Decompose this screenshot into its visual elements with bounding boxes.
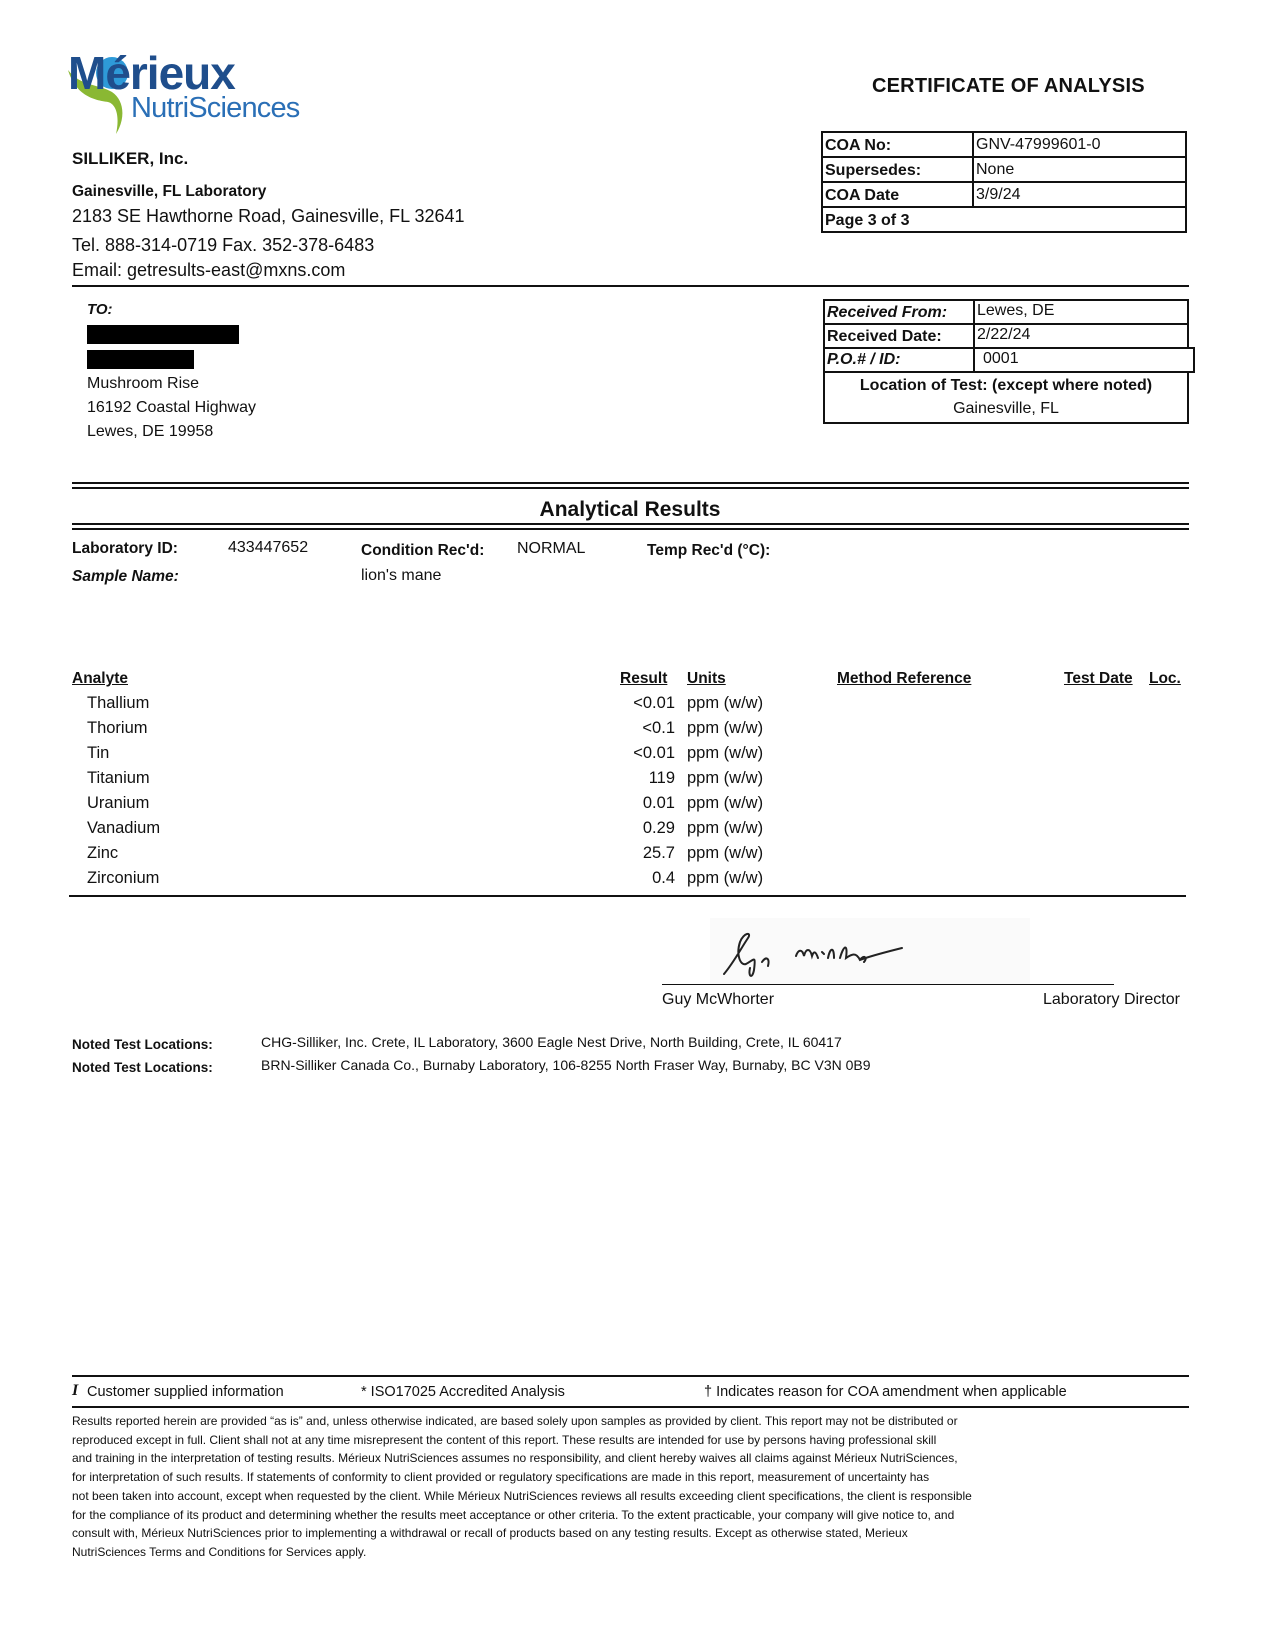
col-loc-header: Loc. (1149, 670, 1181, 687)
redacted-block (87, 350, 194, 369)
condition-value: NORMAL (517, 540, 586, 557)
customer-info-symbol: I (72, 1382, 79, 1399)
recipient-line: 16192 Coastal Highway (87, 399, 256, 416)
result-cell: 0.01 (642, 794, 675, 812)
logo-subwordmark: NutriSciences (131, 92, 300, 124)
supersedes-value: None (976, 161, 1015, 178)
result-cell: <0.1 (642, 719, 675, 737)
disclaimer-line: reproduced except in full. Client shall not at any time misrepresent the content of this report. These results are intended for use by persons having professional skill (72, 1432, 937, 1447)
coa-no-value: GNV-47999601-0 (976, 136, 1101, 153)
table-row (0, 844, 1275, 869)
analyte-cell: Thallium (87, 694, 150, 712)
coa-date-value: 3/9/24 (976, 186, 1021, 203)
legend-amendment: † Indicates reason for COA amendment when applicable (704, 1384, 1067, 1400)
disclaimer-line: and training in the interpretation of testing results. Mérieux NutriSciences assumes no responsibility, and client hereby waives all claims against Mérieux NutriSciences, (72, 1451, 958, 1466)
col-method-header: Method Reference (837, 670, 972, 687)
noted-location-value: CHG-Silliker, Inc. Crete, IL Laboratory, 3600 Eagle Nest Drive, North Building, Crete, IL 60417 (261, 1034, 842, 1050)
table-bottom-rule (69, 895, 1186, 897)
units-cell: ppm (w/w) (687, 769, 764, 787)
units-cell: ppm (w/w) (687, 819, 764, 837)
po-value: 0001 (983, 350, 1019, 367)
units-cell: ppm (w/w) (687, 844, 764, 862)
legend-bottom-rule (72, 1406, 1189, 1408)
col-test-date-header: Test Date (1064, 670, 1133, 687)
analyte-cell: Thorium (87, 719, 148, 737)
disclaimer-line: Results reported herein are provided “as is” and, unless otherwise indicated, are based solely upon samples as provided by client. This report may not be distributed or (72, 1414, 958, 1428)
disclaimer-line: for the compliance of its product and determining whether the results meet acceptance or other criteria. To the extent practicable, your company will give notice to, and (72, 1507, 955, 1522)
analyte-cell: Zirconium (87, 869, 160, 887)
table-row (0, 719, 1275, 744)
supersedes-label: Supersedes: (825, 162, 922, 179)
legend-iso: * ISO17025 Accredited Analysis (361, 1384, 565, 1400)
section-rule (72, 523, 1189, 525)
legend-customer: Customer supplied information (87, 1384, 284, 1400)
signatory-title: Laboratory Director (1043, 991, 1180, 1008)
header-divider (72, 285, 1189, 287)
logo-wordmark: Mérieux (68, 47, 235, 99)
table-row (0, 744, 1275, 769)
sample-name-value: lion's mane (361, 567, 442, 584)
document-title: CERTIFICATE OF ANALYSIS (872, 75, 1145, 97)
location-value: Gainesville, FL (953, 400, 1059, 417)
disclaimer-line: NutriSciences Terms and Conditions for Services apply. (72, 1544, 367, 1559)
lab-name: Gainesville, FL Laboratory (72, 183, 267, 200)
recipient-line: Lewes, DE 19958 (87, 423, 214, 440)
table-row (0, 794, 1275, 819)
col-units-header: Units (687, 670, 726, 687)
units-cell: ppm (w/w) (687, 869, 764, 887)
analyte-cell: Titanium (87, 769, 150, 787)
units-cell: ppm (w/w) (687, 719, 764, 737)
units-cell: ppm (w/w) (687, 694, 764, 712)
signature-image (710, 918, 1030, 984)
company-name: SILLIKER, Inc. (72, 149, 189, 168)
lab-id-label: Laboratory ID: (72, 540, 178, 557)
result-cell: 0.4 (652, 869, 675, 887)
disclaimer-line: not been taken into account, except when requested by the client. While Mérieux NutriSciences reviews all results exceeding client specifications, the client is responsible (72, 1488, 972, 1503)
lab-phone: Tel. 888-314-0719 Fax. 352-378-6483 (72, 235, 375, 255)
section-rule (72, 487, 1189, 489)
result-cell: 119 (648, 769, 675, 787)
section-rule (72, 528, 1189, 530)
lab-email: Email: getresults-east@mxns.com (72, 260, 346, 280)
units-cell: ppm (w/w) (687, 744, 764, 762)
analyte-cell: Zinc (87, 844, 119, 862)
noted-locations-label: Noted Test Locations: (72, 1037, 213, 1052)
noted-locations-label: Noted Test Locations: (72, 1060, 213, 1075)
table-row (0, 769, 1275, 794)
temp-label: Temp Rec'd (°C): (647, 542, 771, 559)
section-rule (72, 482, 1189, 484)
section-title: Analytical Results (539, 498, 721, 521)
analyte-cell: Uranium (87, 794, 150, 812)
coa-no-label: COA No: (825, 137, 892, 154)
result-cell: 0.29 (642, 819, 675, 837)
col-analyte-header: Analyte (72, 670, 128, 687)
analyte-cell: Tin (87, 744, 110, 762)
disclaimer-line: for interpretation of such results. If statements of conformity to client provided or regulatory specifications are made in this report, measurement of uncertainty has (72, 1470, 930, 1485)
analyte-cell: Vanadium (87, 819, 161, 837)
noted-location-value: BRN-Silliker Canada Co., Burnaby Laboratory, 106-8255 North Fraser Way, Burnaby, BC V3N 0B9 (261, 1057, 871, 1073)
lab-id-value: 433447652 (228, 539, 309, 556)
table-row (0, 694, 1275, 719)
received-from-value: Lewes, DE (977, 302, 1055, 319)
location-label: Location of Test: (except where noted) (859, 377, 1153, 394)
redacted-block (87, 325, 239, 344)
recipient-line: Mushroom Rise (87, 375, 200, 392)
col-result-header: Result (620, 670, 668, 687)
result-cell: <0.01 (633, 744, 675, 762)
received-date-label: Received Date: (827, 328, 942, 345)
disclaimer-line: consult with, Mérieux NutriSciences prior to implementing a withdrawal or recall of products based on any testing results. Except as otherwise stated, Merieux (72, 1526, 908, 1541)
po-label: P.O.# / ID: (827, 351, 901, 368)
disclaimer (72, 1412, 1072, 1562)
units-cell: ppm (w/w) (687, 794, 764, 812)
table-row (0, 819, 1275, 844)
received-from-label: Received From: (827, 304, 948, 321)
received-date-value: 2/22/24 (977, 326, 1031, 343)
lab-address: 2183 SE Hawthorne Road, Gainesville, FL 32641 (72, 206, 465, 226)
result-cell: 25.7 (642, 844, 675, 862)
to-label: TO: (87, 301, 113, 318)
result-cell: <0.01 (633, 694, 675, 712)
condition-label: Condition Rec'd: (361, 542, 485, 559)
legend-top-rule (72, 1375, 1189, 1377)
table-row (0, 869, 1275, 894)
signature-line (662, 984, 1114, 985)
page-number: Page 3 of 3 (825, 212, 910, 229)
coa-date-label: COA Date (825, 187, 900, 204)
sample-name-label: Sample Name: (72, 568, 179, 585)
signatory-name: Guy McWhorter (662, 991, 775, 1008)
